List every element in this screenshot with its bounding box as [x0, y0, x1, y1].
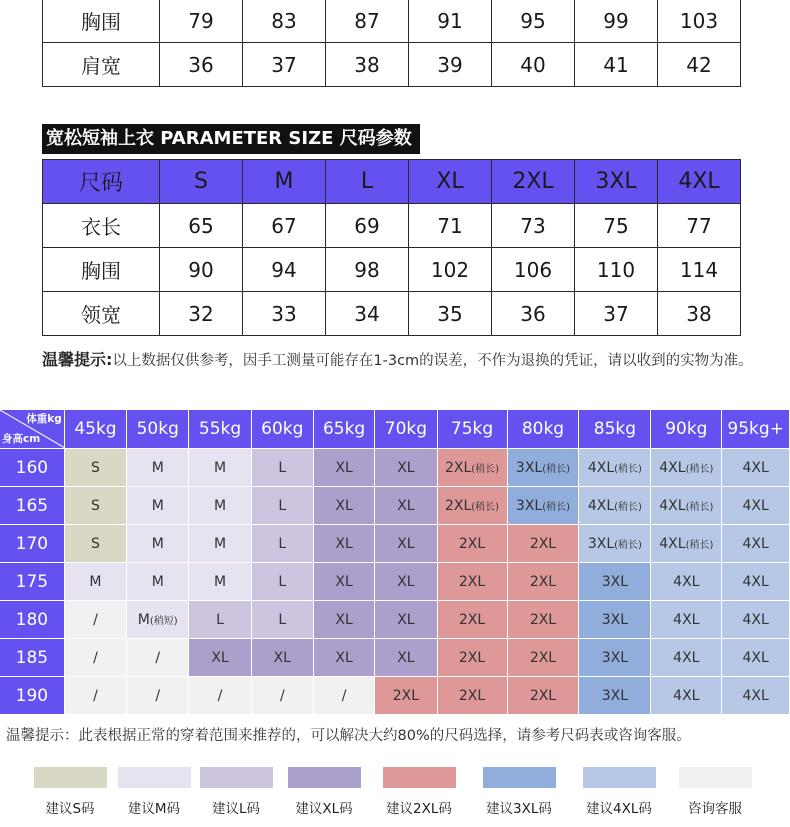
spec-table-top	[42, 0, 741, 87]
recommended-size-cell	[579, 525, 651, 563]
spec-table-main	[42, 159, 741, 336]
recommended-size-cell	[251, 601, 313, 639]
recommended-size-cell	[722, 563, 790, 601]
legend-item	[379, 767, 459, 817]
spec-row-label: 衣长	[43, 204, 160, 248]
spec-cell: 106	[492, 248, 575, 292]
recommended-size: 2XL	[444, 459, 472, 476]
recommended-size: XL	[397, 611, 415, 628]
recommended-size: M	[213, 459, 227, 476]
recommended-size-cell	[722, 639, 790, 677]
recommended-size: /	[93, 649, 98, 666]
legend-swatch	[34, 767, 107, 788]
spec-cell: 40	[492, 43, 575, 87]
recommended-size: M	[137, 611, 150, 628]
spec-cell: 94	[243, 248, 326, 292]
height-row	[0, 563, 790, 601]
recommended-size: M	[213, 497, 227, 514]
recommended-size: 3XL	[601, 687, 629, 704]
recommendation-note: 温馨提示：此表根据正常的穿着范围来推荐的，可以解决大约80%的尺码选择，请参考尺码表或咨询客服。	[6, 728, 691, 744]
spec-header-label: 尺码	[43, 160, 160, 204]
weight-header: 65kg	[313, 410, 374, 449]
recommended-size: 4XL	[742, 573, 769, 590]
spec-header-row	[43, 160, 741, 204]
spec-cell: 90	[160, 248, 243, 292]
spec-size-header: S	[160, 160, 243, 204]
recommended-size-cell	[375, 563, 437, 601]
recommended-size: /	[93, 611, 98, 628]
recommended-size: /	[341, 687, 347, 704]
recommended-size: XL	[211, 649, 229, 666]
recommended-size: 3XL	[601, 611, 629, 628]
spec-size-header: M	[243, 160, 326, 204]
measurement-note-lead: 温馨提示:	[42, 350, 113, 369]
spec-cell: 41	[575, 43, 658, 87]
recommended-size-cell	[579, 563, 651, 601]
recommended-size-cell	[189, 449, 251, 487]
recommended-size-cell	[651, 677, 722, 715]
recommended-size-cell	[437, 677, 507, 715]
recommended-size: S	[91, 497, 100, 514]
legend-label: 建议S码	[45, 801, 95, 817]
recommended-size-cell	[579, 601, 651, 639]
spec-cell: 32	[160, 292, 243, 336]
legend-label: 建议L码	[211, 801, 261, 817]
recommended-size-cell	[507, 525, 579, 563]
recommended-size: 2XL	[444, 497, 472, 514]
recommended-size-cell	[189, 639, 251, 677]
spec-cell: 77	[658, 204, 741, 248]
recommended-size: 4XL	[587, 459, 615, 476]
height-row	[0, 449, 790, 487]
recommended-size-cell	[313, 563, 374, 601]
height-label: 165	[0, 487, 64, 525]
spec-cell: 87	[326, 0, 409, 43]
spec-size-header: XL	[409, 160, 492, 204]
spec-row	[43, 204, 741, 248]
weight-header-row	[0, 410, 790, 449]
recommended-size: 3XL	[601, 573, 629, 590]
height-row	[0, 601, 790, 639]
recommended-size: 4XL	[673, 611, 700, 628]
recommended-size-cell	[579, 639, 651, 677]
recommended-size-cell	[127, 563, 189, 601]
recommended-size-cell	[722, 525, 790, 563]
spec-cell: 98	[326, 248, 409, 292]
recommended-size: XL	[397, 649, 415, 666]
spec-cell: 71	[409, 204, 492, 248]
recommended-size: 2XL	[458, 611, 486, 628]
weight-header: 55kg	[189, 410, 251, 449]
legend-item	[30, 767, 110, 817]
weight-header: 85kg	[579, 410, 651, 449]
spec-row-label: 胸围	[43, 0, 160, 43]
spec-cell: 69	[326, 204, 409, 248]
weight-header: 90kg	[651, 410, 722, 449]
recommended-size: L	[278, 459, 287, 476]
recommended-size: M	[151, 497, 164, 514]
recommended-size-cell	[64, 525, 126, 563]
recommended-size: 4XL	[742, 649, 769, 666]
recommended-size: 4XL	[659, 459, 686, 476]
spec-cell: 34	[326, 292, 409, 336]
recommended-size-cell	[64, 639, 126, 677]
recommended-size-cell	[507, 677, 579, 715]
recommended-size-cell	[651, 563, 722, 601]
legend-swatch	[583, 767, 656, 788]
recommended-size-cell	[64, 487, 126, 525]
recommended-size: S	[91, 535, 100, 552]
height-label: 175	[0, 563, 64, 601]
recommended-size-cell	[64, 601, 126, 639]
spec-row-label: 胸围	[43, 248, 160, 292]
size-fit-note: (稍长)	[542, 501, 571, 513]
recommended-size: M	[151, 459, 164, 476]
spec-cell: 73	[492, 204, 575, 248]
spec-cell: 103	[658, 0, 741, 43]
recommended-size: /	[279, 687, 285, 704]
size-fit-note: (稍长)	[614, 501, 642, 513]
measurement-note	[42, 349, 762, 372]
recommended-size: 4XL	[673, 687, 700, 704]
recommended-size-cell	[437, 449, 507, 487]
spec-title: 宽松短袖上衣 PARAMETER SIZE 尺码参数	[42, 124, 420, 154]
recommended-size: XL	[335, 535, 353, 552]
recommended-size: 2XL	[392, 687, 420, 704]
height-row	[0, 487, 790, 525]
recommended-size: XL	[397, 497, 415, 514]
recommended-size: 4XL	[742, 687, 769, 704]
recommended-size-cell	[437, 563, 507, 601]
recommended-size-cell	[375, 601, 437, 639]
spec-cell: 38	[326, 43, 409, 87]
recommended-size: 4XL	[587, 497, 615, 514]
spec-cell: 37	[575, 292, 658, 336]
recommended-size: 3XL	[587, 535, 615, 552]
recommended-size: XL	[397, 459, 415, 476]
spec-cell: 36	[160, 43, 243, 87]
measurement-note-text: 以上数据仅供参考，因手工测量可能存在1-3cm的误差，不作为退换的凭证，请以收到的实物为准。	[112, 353, 753, 369]
legend-swatch	[200, 767, 273, 788]
recommended-size: S	[91, 459, 100, 476]
recommended-size-cell	[189, 563, 251, 601]
recommended-size: 2XL	[529, 687, 557, 704]
recommended-size-cell	[251, 639, 313, 677]
size-fit-note: (稍长)	[685, 539, 714, 551]
recommended-size: XL	[335, 611, 353, 628]
legend-swatch	[383, 767, 456, 788]
recommended-size-cell	[64, 449, 126, 487]
legend-item	[114, 767, 194, 817]
recommended-size-cell	[507, 449, 579, 487]
recommended-size-cell	[651, 487, 722, 525]
recommended-size-cell	[127, 639, 189, 677]
height-label: 185	[0, 639, 64, 677]
recommended-size-cell	[313, 601, 374, 639]
size-fit-note: (稍长)	[471, 501, 500, 513]
recommended-size: 2XL	[458, 573, 486, 590]
recommended-size-cell	[251, 449, 313, 487]
spec-cell: 95	[492, 0, 575, 43]
legend-item	[196, 767, 276, 817]
recommended-size: L	[278, 535, 287, 552]
recommended-size-cell	[579, 677, 651, 715]
legend-label: 建议3XL码	[486, 801, 552, 817]
weight-header: 60kg	[251, 410, 313, 449]
recommended-size: /	[155, 649, 161, 666]
legend-item	[675, 767, 755, 817]
legend-label: 建议4XL码	[586, 801, 652, 817]
recommended-size: XL	[335, 497, 353, 514]
table-corner	[0, 410, 64, 449]
recommended-size-cell	[313, 639, 374, 677]
recommended-size-cell	[651, 639, 722, 677]
recommended-size: 2XL	[529, 535, 557, 552]
spec-cell: 39	[409, 43, 492, 87]
recommended-size-cell	[437, 487, 507, 525]
size-fit-note: (稍长)	[685, 463, 714, 475]
weight-header: 75kg	[437, 410, 507, 449]
recommended-size: M	[89, 573, 102, 590]
spec-row	[43, 0, 741, 43]
recommended-size: M	[151, 573, 164, 590]
weight-header: 95kg+	[722, 410, 790, 449]
height-label: 170	[0, 525, 64, 563]
spec-row	[43, 292, 741, 336]
spec-cell: 75	[575, 204, 658, 248]
recommended-size-cell	[64, 563, 126, 601]
recommended-size: XL	[335, 459, 353, 476]
height-row	[0, 639, 790, 677]
spec-cell: 83	[243, 0, 326, 43]
recommended-size-cell	[64, 677, 126, 715]
legend-swatch	[118, 767, 191, 788]
recommended-size-cell	[127, 525, 189, 563]
spec-row	[43, 43, 741, 87]
spec-cell: 35	[409, 292, 492, 336]
recommended-size-cell	[375, 677, 437, 715]
legend-item	[579, 767, 659, 817]
spec-cell: 110	[575, 248, 658, 292]
recommended-size: 3XL	[515, 459, 543, 476]
spec-cell: 65	[160, 204, 243, 248]
spec-size-header: L	[326, 160, 409, 204]
height-label: 160	[0, 449, 64, 487]
size-fit-note: (稍短)	[149, 615, 178, 627]
spec-cell: 36	[492, 292, 575, 336]
recommended-size-cell	[507, 563, 579, 601]
recommended-size-cell	[313, 677, 374, 715]
corner-weight-label: 体重kg	[26, 413, 62, 425]
recommended-size: XL	[273, 649, 291, 666]
recommended-size: 2XL	[458, 649, 486, 666]
recommended-size: M	[213, 573, 227, 590]
recommended-size-cell	[189, 601, 251, 639]
recommended-size-cell	[189, 525, 251, 563]
recommended-size-cell	[722, 677, 790, 715]
spec-size-header: 2XL	[492, 160, 575, 204]
weight-header: 80kg	[507, 410, 579, 449]
recommended-size-cell	[313, 525, 374, 563]
recommended-size-cell	[313, 449, 374, 487]
spec-row-label: 领宽	[43, 292, 160, 336]
height-row	[0, 677, 790, 715]
weight-header: 45kg	[64, 410, 126, 449]
legend-item	[479, 767, 559, 817]
recommended-size-cell	[579, 449, 651, 487]
height-label: 190	[0, 677, 64, 715]
weight-header: 70kg	[375, 410, 437, 449]
size-fit-note: (稍长)	[471, 463, 500, 475]
recommended-size: 4XL	[742, 611, 769, 628]
recommended-size-cell	[437, 525, 507, 563]
recommended-size-cell	[375, 487, 437, 525]
recommended-size-cell	[127, 487, 189, 525]
recommended-size-cell	[375, 449, 437, 487]
corner-height-label: 身高cm	[2, 433, 41, 445]
recommended-size-cell	[251, 525, 313, 563]
recommended-size: XL	[335, 649, 353, 666]
spec-row	[43, 248, 741, 292]
size-fit-note: (稍长)	[614, 539, 642, 551]
legend-item	[284, 767, 364, 817]
legend-label: 建议M码	[127, 801, 181, 817]
legend-label: 咨询客服	[688, 801, 742, 817]
height-row	[0, 525, 790, 563]
spec-cell: 33	[243, 292, 326, 336]
recommended-size-cell	[375, 525, 437, 563]
recommended-size-cell	[722, 601, 790, 639]
legend-label: 建议2XL码	[386, 801, 452, 817]
recommended-size: /	[93, 687, 98, 704]
legend-swatch	[483, 767, 556, 788]
recommended-size-cell	[127, 677, 189, 715]
spec-cell: 42	[658, 43, 741, 87]
spec-cell: 67	[243, 204, 326, 248]
recommended-size: 4XL	[742, 497, 769, 514]
recommended-size-cell	[507, 601, 579, 639]
recommended-size: L	[278, 497, 287, 514]
recommended-size-cell	[251, 563, 313, 601]
recommended-size-cell	[722, 449, 790, 487]
recommended-size: 4XL	[659, 497, 686, 514]
recommended-size-cell	[127, 601, 189, 639]
recommended-size: M	[213, 535, 227, 552]
recommended-size: XL	[397, 573, 415, 590]
color-legend	[0, 767, 790, 827]
spec-cell: 38	[658, 292, 741, 336]
recommended-size: 4XL	[742, 535, 769, 552]
recommended-size-cell	[651, 601, 722, 639]
recommended-size-cell	[251, 677, 313, 715]
spec-cell: 91	[409, 0, 492, 43]
recommended-size: 4XL	[673, 649, 700, 666]
recommended-size: L	[216, 611, 224, 628]
recommended-size-cell	[189, 487, 251, 525]
recommended-size-cell	[313, 487, 374, 525]
recommended-size: M	[151, 535, 164, 552]
recommended-size: /	[155, 687, 161, 704]
size-fit-note: (稍长)	[685, 501, 714, 513]
spec-row-label: 肩宽	[43, 43, 160, 87]
recommended-size-cell	[722, 487, 790, 525]
recommended-size: 3XL	[515, 497, 543, 514]
recommended-size-cell	[651, 525, 722, 563]
spec-cell: 79	[160, 0, 243, 43]
recommended-size-cell	[507, 487, 579, 525]
height-label: 180	[0, 601, 64, 639]
spec-cell: 102	[409, 248, 492, 292]
recommended-size-cell	[651, 449, 722, 487]
recommended-size-cell	[507, 639, 579, 677]
recommended-size-cell	[437, 639, 507, 677]
recommended-size: L	[278, 611, 287, 628]
spec-cell: 99	[575, 0, 658, 43]
spec-size-header: 3XL	[575, 160, 658, 204]
spec-size-header: 4XL	[658, 160, 741, 204]
recommended-size: 4XL	[673, 573, 700, 590]
recommended-size-cell	[579, 487, 651, 525]
size-recommendation-table	[0, 410, 790, 715]
size-fit-note: (稍长)	[614, 463, 642, 475]
recommended-size-cell	[375, 639, 437, 677]
weight-header: 50kg	[127, 410, 189, 449]
recommended-size-cell	[127, 449, 189, 487]
legend-swatch	[288, 767, 361, 788]
recommended-size-cell	[251, 487, 313, 525]
spec-cell: 114	[658, 248, 741, 292]
recommended-size: 2XL	[529, 611, 557, 628]
recommended-size: 2XL	[458, 535, 486, 552]
recommended-size: 2XL	[529, 573, 557, 590]
recommended-size: 2XL	[458, 687, 486, 704]
size-fit-note: (稍长)	[542, 463, 571, 475]
recommended-size-cell	[437, 601, 507, 639]
recommended-size-cell	[189, 677, 251, 715]
recommended-size: 4XL	[659, 535, 686, 552]
recommended-size: XL	[335, 573, 353, 590]
recommended-size: /	[217, 687, 223, 704]
recommended-size: 4XL	[742, 459, 769, 476]
recommended-size: 2XL	[529, 649, 557, 666]
recommended-size: 3XL	[601, 649, 629, 666]
legend-swatch	[679, 767, 752, 788]
spec-cell: 37	[243, 43, 326, 87]
legend-label: 建议XL码	[295, 801, 353, 817]
recommended-size: L	[278, 573, 287, 590]
recommended-size: XL	[397, 535, 415, 552]
